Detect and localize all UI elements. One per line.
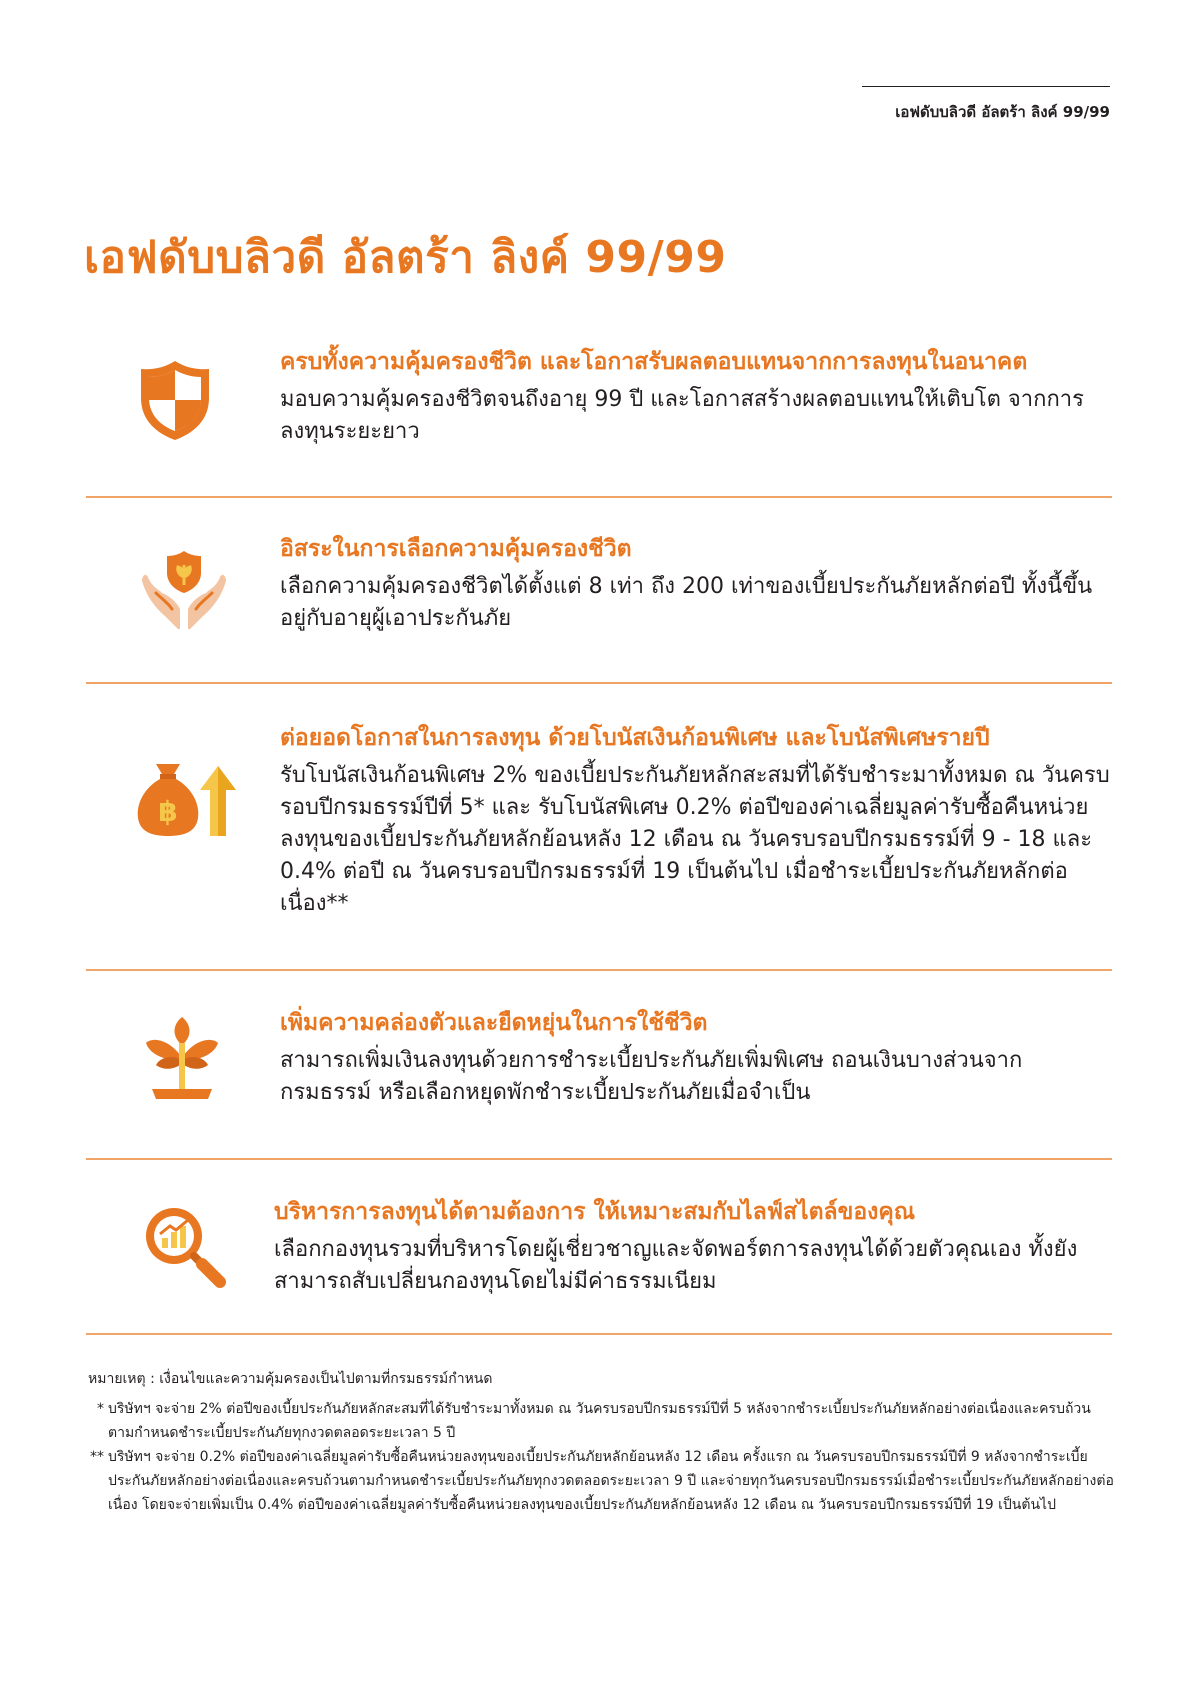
svg-text:฿: ฿ bbox=[158, 795, 178, 828]
feature-bonus bbox=[86, 722, 1112, 932]
note-mark: * bbox=[97, 1401, 104, 1417]
feature-body: สามารถเพิ่มเงินลงทุนด้วยการชำระเบี้ยประกันภัยเพิ่มพิเศษ ถอนเงินบางส่วนจากกรมธรรม์ หรือเลือกหยุดพักชำระเบี้ยประกันภัยเมื่อจำเป็น bbox=[280, 1048, 1023, 1105]
feature-title: อิสระในการเลือกความคุ้มครองชีวิต bbox=[280, 536, 632, 562]
feature-title: บริหารการลงทุนได้ตามต้องการ ให้เหมาะสมกับไลฟ์สไตล์ของคุณ bbox=[274, 1199, 916, 1225]
feature-title: เพิ่มความคล่องตัวและยืดหยุ่นในการใช้ชีวิต bbox=[280, 1010, 708, 1036]
page-title: เอฟดับบลิวดี อัลตร้า ลิงค์ 99/99 bbox=[84, 232, 727, 283]
divider bbox=[86, 1333, 1112, 1335]
shield-icon bbox=[136, 358, 214, 446]
notes-title: หมายเหตุ : เงื่อนไขและความคุ้มครองเป็นไปตามที่กรมธรรม์กำหนด bbox=[88, 1371, 493, 1387]
divider bbox=[86, 969, 1112, 971]
note-mark: ** bbox=[90, 1449, 104, 1465]
note-item bbox=[88, 1445, 1114, 1517]
feature-title: ครบทั้งความคุ้มครองชีวิต และโอกาสรับผลตอบแทนจากการลงทุนในอนาคต bbox=[280, 349, 1028, 375]
plant-growth-icon bbox=[144, 1015, 220, 1107]
feature-investment-management bbox=[86, 1196, 1112, 1306]
feature-life-protection bbox=[86, 346, 1112, 456]
divider bbox=[86, 496, 1112, 498]
feature-body: มอบความคุ้มครองชีวิตจนถึงอายุ 99 ปี และโอกาสสร้างผลตอบแทนให้เติบโต จากการลงทุนระยะยาว bbox=[280, 387, 1084, 444]
feature-flexibility bbox=[86, 1007, 1112, 1117]
notes bbox=[88, 1367, 1114, 1517]
header-rule bbox=[862, 86, 1110, 87]
note-text: บริษัทฯ จะจ่าย 2% ต่อปีของเบี้ยประกันภัยหลักสะสมที่ได้รับชำระมาทั้งหมด ณ วันครบรอบปีกรมธรรม์ปีที่ 5 หลังจากชำระเบี้ยประกันภัยหลักอย่างต่อเนื่องและครบถ้วนตามกำหนดชำระเบี้ยประกันภัยทุกงวดตลอดระยะเวลา 5 ปี bbox=[108, 1401, 1091, 1441]
money-bag-arrow-icon bbox=[134, 758, 238, 842]
feature-body: เลือกความคุ้มครองชีวิตได้ตั้งแต่ 8 เท่า ถึง 200 เท่าของเบี้ยประกันภัยหลักต่อปี ทั้งนี้ขึ้นอยู่กับอายุผู้เอาประกันภัย bbox=[280, 574, 1093, 631]
note-text: บริษัทฯ จะจ่าย 0.2% ต่อปีของค่าเฉลี่ยมูลค่ารับซื้อคืนหน่วยลงทุนของเบี้ยประกันภัยหลักย้อนหลัง 12 เดือน ครั้งแรก ณ วันครบรอบปีกรมธรรม์ปีที่ 9 หลังจากชำระเบี้ยประกันภัยหลักอย่างต่อเนื่องและครบถ้วนตามกำหนดชำระเบี้ยประกันภัยทุกงวดตลอดระยะเวลา 9 ปี และจ่ายทุกวันครบรอบปีกรมธรรม์เมื่อชำระเบี้ยประกันภัยหลักอย่างต่อเนื่อง โดยจะจ่ายเพิ่มเป็น 0.4% ต่อปีของค่าเฉลี่ยมูลค่ารับซื้อคืนหน่วยลงทุนของเบี้ยประกันภัยหลักย้อนหลัง 12 เดือน ณ วันครบรอบปีกรมธรรม์ปีที่ 19 เป็นต้นไป bbox=[108, 1449, 1114, 1513]
hands-protect-icon bbox=[138, 543, 230, 635]
note-item bbox=[88, 1397, 1114, 1445]
magnifier-chart-icon bbox=[142, 1204, 226, 1292]
divider bbox=[86, 1158, 1112, 1160]
feature-coverage-freedom bbox=[86, 533, 1112, 643]
feature-title: ต่อยอดโอกาสในการลงทุน ด้วยโบนัสเงินก้อนพิเศษ และโบนัสพิเศษรายปี bbox=[280, 725, 990, 751]
feature-body: เลือกกองทุนรวมที่บริหารโดยผู้เชี่ยวชาญและจัดพอร์ตการลงทุนได้ด้วยตัวคุณเอง ทั้งยังสามารถสับเปลี่ยนกองทุนโดยไม่มีค่าธรรมเนียม bbox=[274, 1237, 1078, 1294]
divider bbox=[86, 682, 1112, 684]
header-title: เอฟดับบลิวดี อัลตร้า ลิงค์ 99/99 bbox=[895, 103, 1110, 121]
feature-body: รับโบนัสเงินก้อนพิเศษ 2% ของเบี้ยประกันภัยหลักสะสมที่ได้รับชำระมาทั้งหมด ณ วันครบรอบปีกรมธรรม์ปีที่ 5* และ รับโบนัสพิเศษ 0.2% ต่อปีของค่าเฉลี่ยมูลค่ารับซื้อคืนหน่วยลงทุนของเบี้ยประกันภัยหลักย้อนหลัง 12 เดือน ณ วันครบรอบปีกรมธรรม์ที่ 9 - 18 และ 0.4% ต่อปี ณ วันครบรอบปีกรมธรรม์ที่ 19 เป็นต้นไป เมื่อชำระเบี้ยประกันภัยหลักต่อเนื่อง** bbox=[280, 763, 1110, 916]
